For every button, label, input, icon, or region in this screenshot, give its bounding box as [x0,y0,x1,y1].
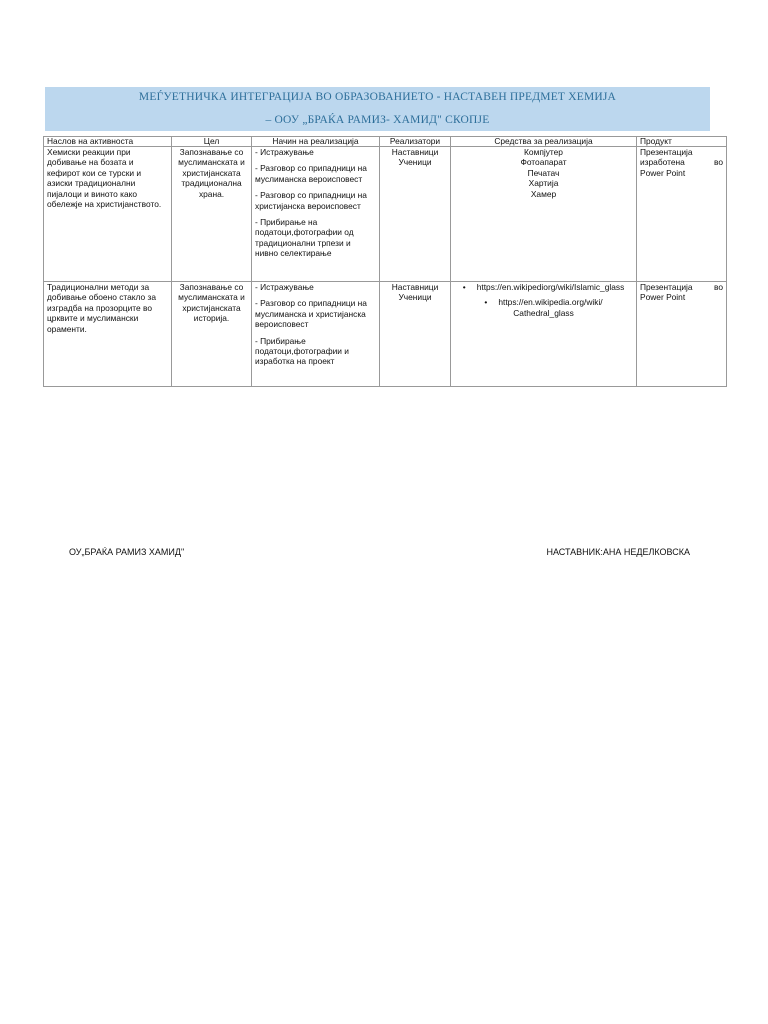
executor-item: Наставници [391,282,439,292]
link-list [454,282,633,318]
column-header-method: Начин на реализација [252,137,380,147]
table-header-row [44,137,727,147]
column-header-product: Продукт [637,137,727,147]
product-word: изработена [640,157,685,168]
cell-executors [380,282,451,387]
bullet-icon: • [484,297,488,308]
method-item: - Разговор со припадници на муслиманска и христијанска вероисповест [255,298,367,330]
activity-table [43,136,727,387]
product-line [640,282,723,292]
product-word: Презентација [640,282,693,292]
method-item: - Прибирање податоци,фотографии и изработка на проект [255,335,349,367]
column-header-goal: Цел [172,137,252,147]
column-header-resources: Средства за реализација [451,137,637,147]
product-word: во [713,157,723,168]
product-line: Power Point [640,167,686,178]
list-item [454,282,633,292]
resource-item: Компјутер [524,147,563,157]
footer-school: ОУ„БРАЌА РАМИЗ ХАМИД" [69,547,185,557]
cell-activity-title: Традиционални методи за добивање обоено стакло за изградба на прозорците во црквите и муслимански ораменти. [44,282,172,387]
resource-link[interactable]: https://en.wikipedia.org/wiki/ Cathedral_glass [498,297,603,318]
cell-activity-title: Хемиски реакции при добивање на бозата и кефирот кои се турски и азиски традиционални пијалоци и виното како обележје на христијанството. [44,147,172,282]
executor-item: Ученици [398,292,432,303]
column-header-executors: Реализатори [380,137,451,147]
cell-resources [451,282,637,387]
cell-methods [252,147,380,282]
column-header-title: Наслов на активноста [44,137,172,147]
cell-goal: Запознавање со муслиманската и христијанската историја. [172,282,252,387]
header-title-line1: МЕЃУЕТНИЧКА ИНТЕГРАЦИЈА ВО ОБРАЗОВАНИЕТО - НАСТАВЕН ПРЕДМЕТ ХЕМИЈА [138,91,617,103]
cell-goal: Запознавање со муслиманската и христијанската традиционална храна. [172,147,252,282]
resource-item: Хартија [528,178,559,189]
product-line: Презентација [640,147,693,157]
method-item: - Истражување [255,282,314,292]
resource-item: Хамер [530,188,557,199]
table-row [44,282,727,387]
cell-resources [451,147,637,282]
cell-product [637,282,727,387]
product-line: Power Point [640,292,686,303]
bullet-icon: • [462,282,466,292]
resource-link[interactable]: https://en.wikipediorg/wiki/Islamic_glass [476,282,625,292]
product-word: во [713,282,723,292]
executor-item: Наставници [391,147,439,157]
method-item: - Разговор со припадници на муслиманска вероисповест [255,163,367,184]
cell-product [637,147,727,282]
cell-methods [252,282,380,387]
product-line [640,157,723,167]
footer-teacher: НАСТАВНИК:АНА НЕДЕЛКОВСКА [546,547,690,557]
header-banner [45,87,710,131]
method-item: - Разговор со припадници на христијанска вероисповест [255,190,367,211]
resource-item: Печатач [527,167,560,178]
method-item: - Прибирање на податоци,фотографии од традиционални трпези и нивно селектирање [255,217,354,259]
cell-executors [380,147,451,282]
table-row [44,147,727,282]
header-title-line2: – ООУ „БРАЌА РАМИЗ- ХАМИД" СКОПЈЕ [265,114,490,126]
executor-item: Ученици [398,157,432,168]
list-item [454,297,633,318]
resource-item: Фотоапарат [520,157,567,168]
method-item: - Истражување [255,147,314,157]
